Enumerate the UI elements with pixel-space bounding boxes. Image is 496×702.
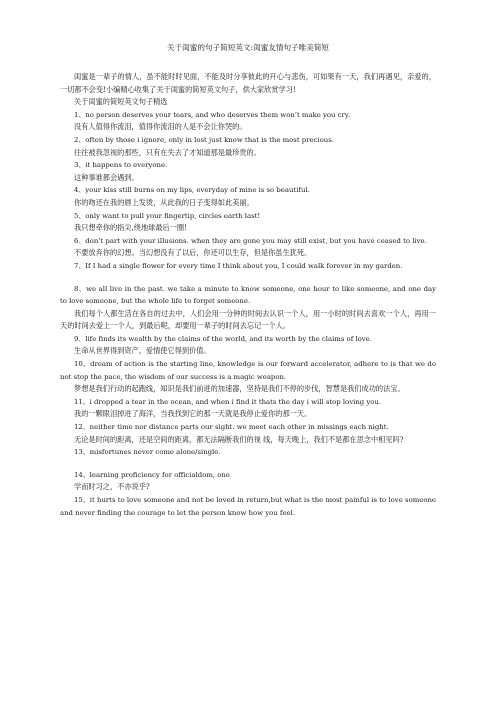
paragraph: 14、learning proficiency for officialdom, one: [74, 470, 230, 479]
paragraph: 学而时习之，不亦说乎?: [74, 482, 150, 492]
document-title: 关于闺蜜的句子简短英文:闺蜜友情句子唯美简短: [166, 43, 330, 52]
paragraph: 2、often by those i ignore, only in lost just know that is the most precious.: [74, 135, 334, 144]
paragraph: 10、dream of action is the starting line, knowledge is our forward accelerator, adhere to is that we do not stop the pace, the wisdom of our success is a magic weapon.: [60, 360, 436, 381]
paragraph: 12、neither time nor distance parts our sight. we meet each other in missings each night.: [74, 423, 389, 432]
paragraph: 1、no person deserves your tears, and who deserves them won’t make you cry.: [74, 110, 351, 119]
paragraph: 生命从世界得到资产，爱情使它得到价值。: [74, 346, 211, 356]
paragraph: 这种事谁都会遇到。: [74, 172, 139, 182]
paragraph: 我的一颗眼泪掉进了海洋，当我找到它的那一天就是我停止爱你的那一天。: [74, 409, 312, 419]
document-body: [60, 71, 436, 519]
paragraph: 闺蜜是一辈子的情人，虽不能时时见面，不能及时分享彼此的开心与悲伤，可如果有一天，我们再遇见，亲爱的，一切都不会变!小编精心收集了关于闺蜜的简短英文句子，供大家欣赏学习!: [60, 72, 436, 94]
paragraph: 我只想牵你的指尖,绕地球最后一圈!: [74, 223, 187, 233]
paragraph: 不要放弃你的幻想。当幻想没有了以后，你还可以生存，但是你虽生犹死。: [74, 248, 312, 258]
paragraph: 13、misfortunes never come alone/single.: [74, 448, 221, 457]
paragraph: 7、If I had a single flower for every time I think about you, I could walk forever in my garden.: [74, 261, 403, 270]
paragraph: 梦想是我们行动的起跑线，知识是我们前进的加速器，坚持是我们不停的步伐，智慧是我们成功的法宝。: [74, 384, 405, 394]
paragraph: 4、your kiss still burns on my lips, everyday of mine is so beautiful.: [74, 186, 310, 195]
paragraph: 8、we all live in the past. we take a minute to know someone, one hour to like someone, and one day to love someone, but the whole life to forget someone.: [60, 284, 436, 306]
paragraph: 6、don’t part with your illusions. when they are gone you may still exist, but you have ceased to live.: [74, 236, 427, 245]
paragraph: 我们每个人都生活在各自的过去中，人们会用一分钟的时间去认识一个人，用一小时的时间去喜欢一个人，再用一天的时间去爱上一个人，到最后呢，却要用一辈子的时间去忘记一个人。: [60, 308, 436, 331]
paragraph: 关于闺蜜的简短英文句子精选: [74, 97, 168, 107]
paragraph: 没有人值得你流泪，值得你流泪的人是不会让你哭的。: [74, 122, 247, 132]
paragraph: 你的吻还在我的唇上发烫，从此我的日子变得如此美丽。: [74, 197, 254, 207]
paragraph: 15、it hurts to love someone and not be loved in return,but what is the most painful is to love someone and never finding the courage to let the person know how you feel.: [60, 496, 436, 517]
paragraph: 无论是时间的距离，还是空间的距离，都无法隔断我们的视 线，每天晚上，我们不是都在思念中相见吗?: [74, 434, 404, 444]
paragraph: 9、life finds its wealth by the claims of the world, and its worth by the claims of love.: [74, 334, 372, 343]
paragraph: 3、it happens to everyone.: [74, 161, 168, 170]
paragraph: 11、i dropped a tear in the ocean, and when i find it thats the day i will stop loving you.: [74, 397, 382, 406]
paragraph: 5、only want to pull your fingertip, circles earth last!: [74, 211, 261, 220]
paragraph: 往往被我忽视的那些，只有在失去了才知道那是最珍贵的。: [74, 147, 261, 157]
